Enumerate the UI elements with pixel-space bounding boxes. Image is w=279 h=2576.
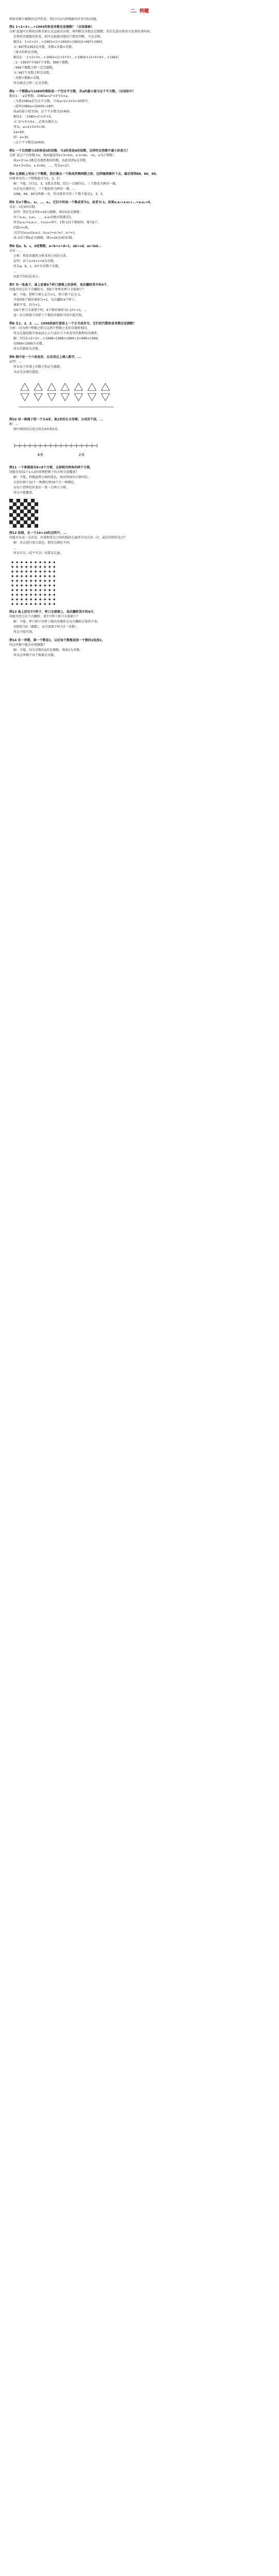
checker-cell <box>24 520 27 524</box>
checker-cell <box>35 499 38 502</box>
grid-dot <box>44 580 45 581</box>
checker-cell <box>17 517 20 520</box>
grid-dot <box>49 603 50 605</box>
dot-grid <box>9 559 57 607</box>
example-line: 所以每个位置上的数之和必为偶数， <box>13 365 64 369</box>
chain-node-bottom <box>101 394 110 401</box>
grid-dot <box>53 603 55 605</box>
grid-dot <box>49 561 50 563</box>
example-line: 又∵2²×3²×5×... 必须为偶次方， <box>13 120 60 124</box>
checker-cell <box>31 524 35 528</box>
checker-cell <box>9 499 13 502</box>
example-title: 例6 设a，b，c，d是整数，a+b+c+d=1，ab+cd，ac+bd... <box>9 244 102 248</box>
grid-dot <box>35 603 36 605</box>
example-line: 即：a=30， <box>13 136 32 139</box>
grid-dot <box>49 584 50 586</box>
checker-cell <box>20 520 24 524</box>
checker-cell <box>20 517 24 520</box>
grid-dot <box>39 570 41 572</box>
checker-cell <box>13 506 17 510</box>
grid-dot <box>25 575 27 577</box>
example-line: 又∵997个奇数之和是奇数， <box>13 71 53 75</box>
checker-cell <box>9 513 13 517</box>
example-title: 例10 用一根绳子把一个长4米、宽2米的长方形框，分成若干段，... <box>9 418 103 421</box>
grid-dot <box>16 561 18 563</box>
ruler-label-right: 2米 <box>79 453 85 457</box>
checker-cell <box>9 517 13 520</box>
example-line: 从而无法满足题意。 <box>13 370 42 374</box>
example-line: 分析：利用奇偶性分析各项之间的关系。 <box>13 254 70 258</box>
checker-cell <box>27 506 31 510</box>
example-block <box>9 355 270 414</box>
grid-dot <box>21 580 22 581</box>
grid-dot <box>39 589 41 591</box>
grid-dot <box>44 575 45 577</box>
example-line: 而每个骨牌恰好盖住一黑一白两个方格， <box>13 486 70 490</box>
example-line: 所以不能实现。 <box>13 630 36 634</box>
grid-dot <box>21 594 22 595</box>
checkerboard <box>9 499 38 528</box>
example-line: 问能否从某一点出发，沿着相邻点之间的线段走遍所有的点各一次，最后回到出发点？ <box>9 536 128 540</box>
checker-cell <box>17 506 20 510</box>
grid-dot <box>21 598 22 600</box>
chain-node-top <box>74 383 83 390</box>
grid-dot <box>16 598 18 600</box>
checker-cell <box>31 510 35 513</box>
grid-dot <box>49 580 50 581</box>
grid-dot <box>30 561 32 563</box>
grid-dot <box>35 594 36 595</box>
checker-cell <box>27 510 31 513</box>
example-block <box>9 283 270 318</box>
checker-cell <box>20 510 24 513</box>
chain-node-bottom <box>61 394 69 401</box>
checker-cell <box>31 520 35 524</box>
checker-cell <box>24 499 27 502</box>
chain-node-top <box>21 383 29 390</box>
checker-cell <box>17 502 20 506</box>
example-line: 证明：我们先证明n=2k为偶数，再证k也是偶数。 <box>13 210 83 214</box>
checker-cell <box>20 506 24 510</box>
grid-dot <box>44 589 45 591</box>
checker-cell <box>9 506 13 510</box>
example-line: 由x+3=5m，x-3=6n，...，所以x=27。 <box>13 164 72 168</box>
grid-dot <box>21 603 22 605</box>
example-title: 例3 一个自然数与3的和是5的倍数，与3的差是6的倍数，这样的自然数中最小的是几？ <box>9 149 130 153</box>
example-line: 分析：因为两个整数之和与这两个整数之差的奇偶性相同， <box>9 327 90 330</box>
example-line: 解：不能。因为1，3，5都是奇数，经过一次操作后，三个数变为两奇一偶， <box>13 182 119 186</box>
grid-dot <box>25 603 27 605</box>
checker-cell <box>13 517 17 520</box>
example-title: 例14 有一串数，第一个数是1，以后每个数都是前一个数的2倍加1， <box>9 639 105 642</box>
grid-dot <box>44 603 45 605</box>
example-title: 例13 桌上放有7只杯子，杯口全部朝上，每次翻转其中的4只， <box>9 610 97 614</box>
checker-cell <box>35 520 38 524</box>
example-line: 以后每次操作后，三个数始终为两奇一偶，... <box>13 187 75 191</box>
checker-cell <box>20 513 24 517</box>
examples-container <box>9 25 270 658</box>
example-line: 所以x₁x₂+x₂x₃+…+xₙx₁=0中，1和-1的个数相同，都为k个， <box>13 221 101 224</box>
example-title: 例2 一个整数a与1080的乘积是一个完全平方数，求a的最小值与这个平方数。（全国初中） <box>9 90 136 93</box>
checker-cell <box>35 506 38 510</box>
example-line: 故-1的个数k必为偶数，即n=2k是4的倍数。 <box>13 236 75 240</box>
grid-dot <box>39 566 41 567</box>
grid-dot <box>39 603 41 605</box>
chain-figure <box>9 378 270 414</box>
grid-dot <box>30 570 32 572</box>
example-title: 例11 一个象棋盘有8×8个方格，去掉相对两角的两个方格， <box>9 466 93 469</box>
example-line: ... <box>13 270 17 273</box>
grid-dot <box>16 603 18 605</box>
example-block <box>9 465 270 528</box>
grid-dot <box>49 598 50 600</box>
example-block <box>9 149 270 169</box>
grid-dot <box>35 561 36 563</box>
example-title: 例1 1+2+3+…+1993的和是奇数还是偶数？（全国基础） <box>9 25 94 29</box>
checker-cell <box>35 524 38 528</box>
example-line: 初始时为0（偶数），而全部朝下时为7（奇数）， <box>13 625 80 629</box>
example-line: 所以，a=2×3×5=30， <box>13 125 48 129</box>
grid-dot <box>35 575 36 577</box>
grid-dot <box>25 570 27 572</box>
example-line: ... <box>13 546 17 550</box>
grid-dot <box>30 566 32 567</box>
chain-node-top <box>101 383 110 390</box>
intro-text: 利用奇数与偶数的这些性质，我们可以巧妙地解决许多实际问题。 <box>9 18 100 21</box>
grid-dot <box>11 566 13 567</box>
example-line: 解法2：∵1+2+3+…+1993=(1+3+5+…+1993)+(2+4+6+…+1992) <box>13 56 119 59</box>
grid-dot <box>25 594 27 595</box>
checker-cell <box>24 524 27 528</box>
example-line: 解：因为1+2+3+…+1998=1998×1999÷2=999×1999， <box>13 337 101 340</box>
grid-dot <box>11 561 13 563</box>
checker-cell <box>13 513 17 517</box>
checker-cell <box>27 502 31 506</box>
grid-dot <box>11 580 13 581</box>
checker-cell <box>31 517 35 520</box>
chain-node-bottom <box>48 394 56 401</box>
checker-cell <box>13 499 17 502</box>
chain-node-top <box>61 383 69 390</box>
checker-cell <box>9 524 13 528</box>
checker-cell <box>9 520 13 524</box>
example-line: 解：对点进行黑白染色，相邻点颜色不同， <box>13 541 73 545</box>
example-line: 故x+3与x-3都是奇偶性相同的数，由此得到x是奇数， <box>13 159 89 162</box>
example-line: 故a的最小值为30，这个平方数为32400。 <box>13 110 73 113</box>
example-line: 问这串数中能否出现偶数？ <box>9 643 47 647</box>
grid-dot <box>25 566 27 567</box>
grid-dot <box>35 570 36 572</box>
example-line: 又因为(x₁x₂)(x₂x₃)…(xₙx₁)=x₁²x₂²…xₙ²=1， <box>13 231 78 235</box>
grid-dot <box>35 589 36 591</box>
example-block <box>9 89 270 145</box>
checker-cell <box>27 520 31 524</box>
example-line: 求证：n是4的倍数。 <box>9 205 38 209</box>
grid-dot <box>30 603 32 605</box>
checker-cell <box>20 524 24 528</box>
checker-cell <box>27 499 31 502</box>
grid-dot <box>11 589 13 591</box>
example-block <box>9 638 270 658</box>
grid-dot <box>25 580 27 581</box>
example-line: 解法1：∵a是整数，1080a=2³×3³×5×a， <box>9 94 71 98</box>
example-block <box>9 610 270 635</box>
example-line: ∵996个偶数之和一定是偶数， <box>13 66 56 70</box>
grid-dot <box>21 566 22 567</box>
grid-dot <box>30 584 32 586</box>
grid-dot <box>16 580 18 581</box>
example-line: 若利用奇偶数的性质，则可以根据奇数的个数来判断，不必求和。 <box>13 35 104 39</box>
example-line: ∴此时1080a=32400=180²， <box>13 105 57 108</box>
grid-dot <box>16 570 18 572</box>
example-line: ∴这个平方数是32400。 <box>13 141 47 144</box>
example-line: 2a=60， <box>13 131 27 134</box>
checker-cell <box>27 517 31 520</box>
grid-dot <box>21 584 22 586</box>
example-line: 所以a，b，c，d中有奇数个奇数， <box>13 265 61 268</box>
grid-dot <box>25 584 27 586</box>
checker-cell <box>24 510 27 513</box>
chain-diagram <box>9 378 123 414</box>
example-title: 例9 图中是一个六角星形，在各顶点上填入数字，... <box>9 355 82 359</box>
example-line: 解：不能。把杯口朝上记为+1，杯口朝下记为-1， <box>13 293 83 297</box>
checker-cell <box>27 524 31 528</box>
grid-dot <box>35 598 36 600</box>
checker-cell <box>20 499 24 502</box>
example-line: 去掉后剩下32个一种颜色和30个另一种颜色， <box>13 481 78 484</box>
chain-node-bottom <box>34 394 42 401</box>
example-title: 例7 有一张桌子，桌上放着6个杯口都朝上的茶杯，每次翻转其中的4个， <box>9 283 110 287</box>
example-line: 解：不能。因为奇数的2倍是偶数，再加1为奇数， <box>13 648 83 652</box>
example-line: 问能否经过若干次翻转后，使6个茶杯的杯口全部朝下？ <box>9 288 86 291</box>
example-line: 分析 此题可以利用高斯求和公式直接求出和，再判断是奇数还是偶数。但若先算出和却又花费较多时间， <box>9 30 153 34</box>
grid-dot <box>21 589 22 591</box>
example-line: 所以代数和为奇数。 <box>13 347 42 351</box>
grid-dot <box>49 594 50 595</box>
checker-cell <box>17 499 20 502</box>
checker-cell <box>35 513 38 517</box>
example-line: 解：... <box>9 422 19 426</box>
example-line: 解：不能。杯口朝下的杯子数的奇偶性在每次翻转后保持不变， <box>13 620 101 624</box>
checker-cell <box>17 510 20 513</box>
page-title: 二、例题 <box>130 9 149 14</box>
grid-dot <box>53 584 55 586</box>
grid-dot <box>39 594 41 595</box>
checker-cell <box>24 502 27 506</box>
example-line: 求证：... <box>9 249 22 253</box>
grid-dot <box>44 570 45 572</box>
grid-dot <box>39 584 41 586</box>
grid-dot <box>11 598 13 600</box>
example-title: 例12 如图，在一个10×10的点阵中，... <box>9 531 67 535</box>
example-line: 问能否经过若干次翻转，使7只杯子杯口全部朝下？ <box>9 615 80 618</box>
example-line: 证明：由于a+b+c+d为奇数， <box>13 259 57 263</box>
checker-cell <box>35 517 38 520</box>
example-line: 乘积不变，仍为+1， <box>13 303 43 307</box>
chain-node-top <box>48 383 56 390</box>
checker-cell <box>31 499 35 502</box>
grid-dot <box>21 561 22 563</box>
checker-cell <box>17 513 20 517</box>
grid-dot <box>49 566 50 567</box>
example-line: 解法1：1+2+3+…+1993=(1+1993)×1993/2=997×1993， <box>13 40 105 44</box>
checker-cell <box>35 510 38 513</box>
example-line: 而88，66，99为两偶一奇，所以原来写的三个数不能是1，3，5。 <box>13 192 106 196</box>
grid-dot <box>44 561 45 563</box>
grid-dot <box>16 575 18 577</box>
ruler-figure <box>9 435 270 462</box>
example-block <box>9 172 270 197</box>
checker-cell <box>35 502 38 506</box>
example-line: ∴原式的和是奇数。 <box>13 51 40 54</box>
example-block <box>9 417 270 462</box>
example-line: 分析 设这个自然数为x，则由题意得x+3=5m，x-3=6n，（m，n为正整数）， <box>9 154 117 157</box>
example-line: ∴1～1993中有997个奇数，996个偶数， <box>13 61 71 64</box>
checker-cell <box>31 513 35 517</box>
example-line: 所以在题设数字前面添上正号或负号不改变其代数和的奇偶性。 <box>13 332 101 335</box>
grid-dot <box>30 589 32 591</box>
example-line: 而6个杯口全部朝下时，6个数的乘积为(-1)⁶=+1，... <box>13 308 87 312</box>
grid-dot <box>53 598 55 600</box>
example-line: 证明：... <box>9 360 22 364</box>
checker-cell <box>13 524 17 528</box>
grid-dot <box>11 570 13 572</box>
grid-dot <box>53 570 55 572</box>
grid-dot <box>49 589 50 591</box>
grid-dot <box>53 561 55 563</box>
grid-dot <box>39 580 41 581</box>
example-line: 因此n=2k。 <box>13 226 32 230</box>
example-line: 所以这串数中每个数都是奇数。 <box>13 654 57 657</box>
checker-cell <box>24 517 27 520</box>
example-line: 又∵997和1993是奇数，奇数×奇数=奇数， <box>13 45 75 49</box>
checker-cell <box>17 524 20 528</box>
example-title: 例4 在黑板上写出三个整数，然后擦去一个换成所剩两数之和，这样继续操作下去，最后得到88，66，99。 <box>9 172 159 176</box>
checker-cell <box>13 510 17 513</box>
grid-dot <box>49 570 50 572</box>
chain-node-top <box>34 383 42 390</box>
example-line: 所以原式之和一定是奇数。 <box>13 81 51 85</box>
example-block <box>9 531 270 607</box>
checker-cell <box>9 502 13 506</box>
grid-dot <box>39 575 41 577</box>
grid-dot <box>49 575 50 577</box>
grid-dot <box>44 598 45 600</box>
example-block <box>9 25 270 86</box>
grid-dot <box>21 570 22 572</box>
example-line: 开始时6个数的乘积为+1，每次翻转4个杯子， <box>13 298 78 302</box>
example-title: 例5 有n个数x₁，x₂，…，xₙ，它们中的每一个数或者为1，或者为-1。如果x₁x₂+x₂x₃+…+xₙx₁=0， <box>9 201 153 204</box>
example-line: 问原来写的三个整数能否为1，3，5？ <box>9 177 62 181</box>
checker-cell <box>31 506 35 510</box>
grid-dot <box>39 561 41 563</box>
example-block <box>9 321 270 352</box>
grid-dot <box>30 598 32 600</box>
checker-cell <box>20 502 24 506</box>
grid-dot <box>25 598 27 600</box>
grid-dot <box>11 584 13 586</box>
example-block <box>9 244 270 280</box>
grid-dot <box>35 584 36 586</box>
grid-dot <box>53 580 55 581</box>
example-block <box>9 200 270 241</box>
example-line: ∴奇数+偶数=奇数， <box>13 76 42 80</box>
grid-dot <box>16 594 18 595</box>
example-line: 进一步分析朝下的杯子个数的奇偶性可知不能实现。 <box>13 314 85 317</box>
checker-cell <box>13 502 17 506</box>
chain-node-bottom <box>88 394 96 401</box>
grid-dot <box>35 580 36 581</box>
grid-dot <box>30 575 32 577</box>
example-line: 解：不能。将棋盘黑白相间染色，相对两角的方格同色， <box>13 476 91 479</box>
chain-node-top <box>88 383 96 390</box>
example-line: 图中两段的长度分别为4米和2米。 <box>13 428 61 431</box>
ruler-label-left: 4米 <box>37 453 43 457</box>
checker-cell <box>13 520 17 524</box>
grid-dot <box>25 589 27 591</box>
grid-dot <box>53 589 55 591</box>
grid-dot <box>11 575 13 577</box>
grid-dot <box>16 584 18 586</box>
grid-dot <box>11 603 13 605</box>
checkerboard-figure <box>9 499 270 528</box>
example-line: 问能否用31个1×2的骨牌把剩下的方格全部覆盖？ <box>9 470 79 474</box>
example-line: 所以可以（或不可以）按要求走遍。 <box>13 551 64 555</box>
dot-grid-figure <box>9 559 270 607</box>
grid-dot <box>16 566 18 567</box>
checker-cell <box>27 513 31 517</box>
example-line: 由此可知结论成立。 <box>13 275 42 279</box>
grid-dot <box>53 575 55 577</box>
grid-dot <box>21 575 22 577</box>
checker-cell <box>24 513 27 517</box>
chain-node-bottom <box>21 394 29 401</box>
grid-dot <box>35 566 36 567</box>
checker-cell <box>9 510 13 513</box>
grid-dot <box>53 594 55 595</box>
grid-dot <box>44 566 45 567</box>
checker-cell <box>31 502 35 506</box>
chain-node-bottom <box>74 394 83 401</box>
grid-dot <box>30 594 32 595</box>
grid-dot <box>11 594 13 595</box>
ruler-diagram <box>9 435 102 462</box>
grid-dot <box>44 584 45 586</box>
example-line: 而999×1999为奇数， <box>13 342 45 346</box>
grid-dot <box>39 598 41 600</box>
example-line: 解法2：∵1080=2³×3³×5， <box>13 115 54 119</box>
example-line: 所以不能覆盖。 <box>13 491 36 495</box>
example-title: 例8 在1，2，3，…，1998前面任意添上一个正号或负号，它们的代数和是奇数还是偶数？ <box>9 322 136 325</box>
example-line: 由于x₁x₂，x₂x₃，…，xₙx₁的绝对值都是1， <box>13 216 74 219</box>
checker-cell <box>17 520 20 524</box>
grid-dot <box>44 594 45 595</box>
grid-dot <box>53 566 55 567</box>
example-line: ∴为使1080a是完全平方数，只需a=2×3×5=30即可， <box>13 100 91 103</box>
grid-dot <box>16 589 18 591</box>
grid-dot <box>30 580 32 581</box>
checker-cell <box>24 506 27 510</box>
grid-dot <box>25 561 27 563</box>
